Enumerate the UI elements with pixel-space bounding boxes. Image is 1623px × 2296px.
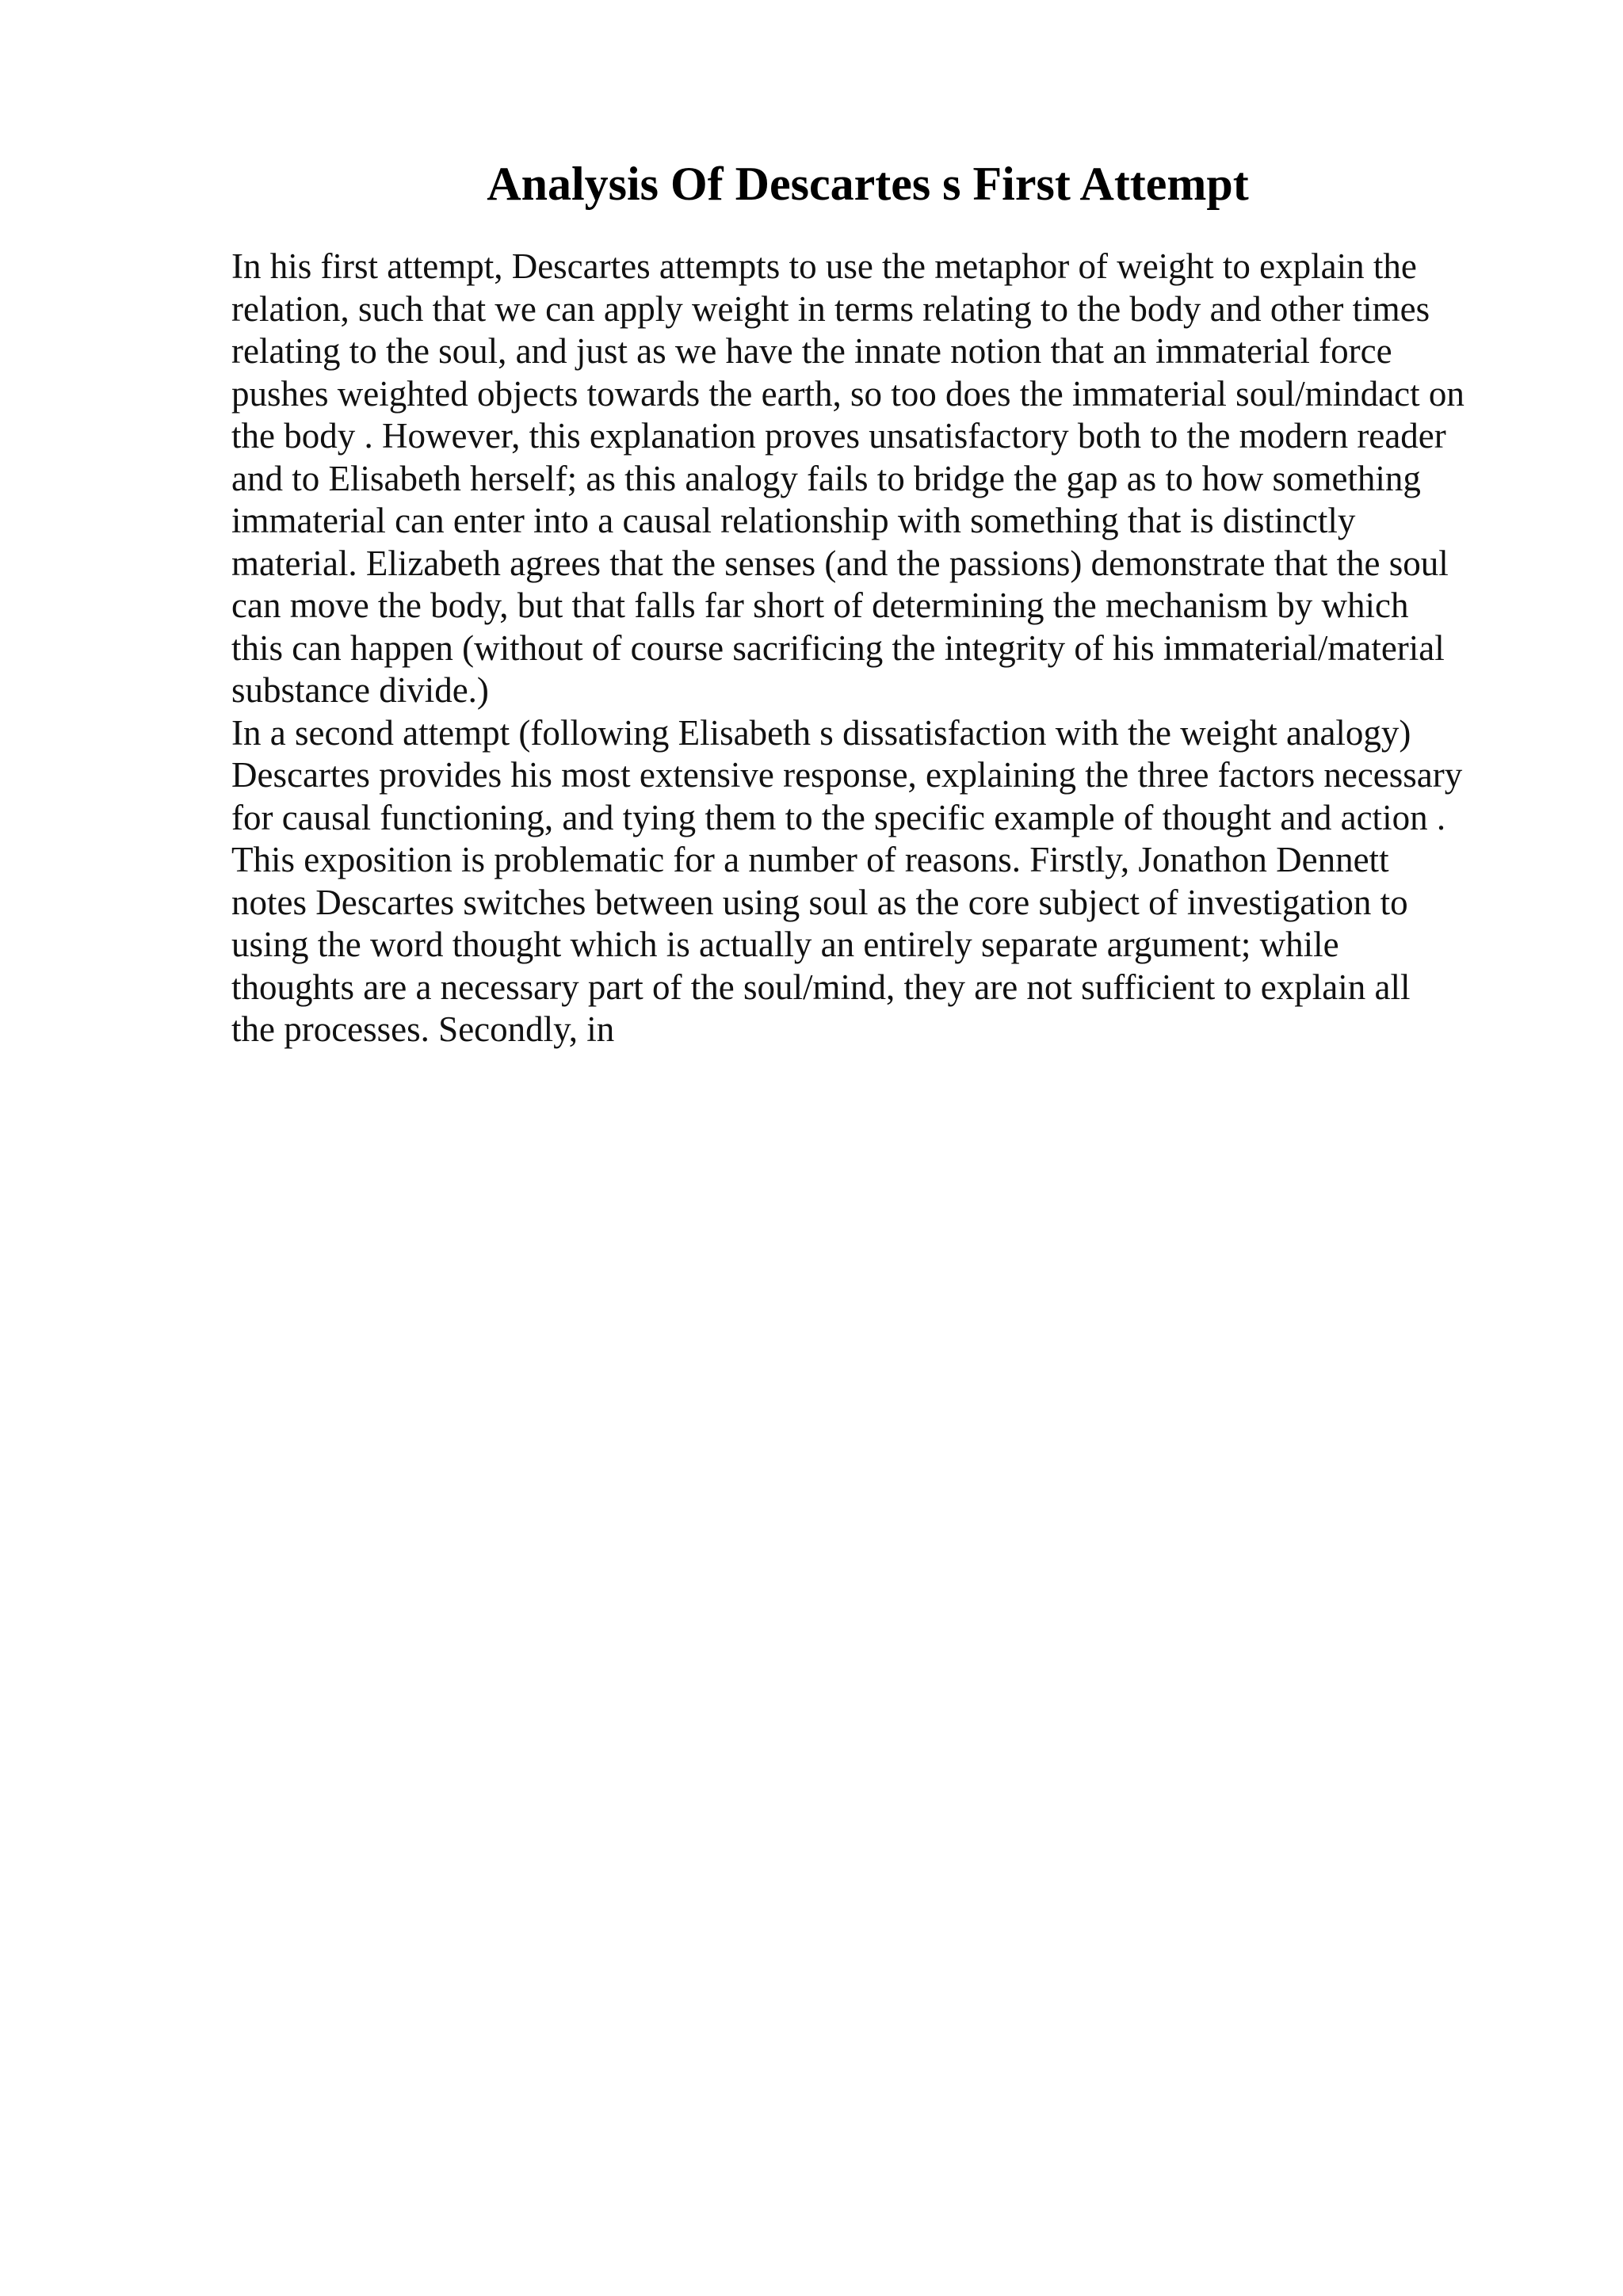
body-line: thoughts are a necessary part of the soul/mind, they are not sufficient to explain all: [231, 967, 1411, 1007]
body-line: using the word thought which is actually an entirely separate argument; while: [231, 925, 1339, 964]
body-line: relation, such that we can apply weight in terms relating to the body and other times: [231, 288, 1430, 329]
body-line: substance divide.): [231, 670, 489, 710]
body-line: In his first attempt, Descartes attempts to use the metaphor of weight to explain the: [231, 246, 1417, 286]
body-line: relating to the soul, and just as we have the innate notion that an immaterial force: [231, 331, 1392, 371]
body-line: immaterial can enter into a causal relationship with something that is distinctly: [231, 501, 1356, 540]
body-line: notes Descartes switches between using soul as the core subject of investigation to: [231, 882, 1408, 922]
body-line: the body . However, this explanation proves unsatisfactory both to the modern reader: [231, 416, 1446, 456]
body-line: for causal functioning, and tying them to the specific example of thought and action .: [231, 797, 1446, 837]
body-line: material. Elizabeth agrees that the senses (and the passions) demonstrate that the soul: [231, 543, 1449, 583]
document-body: [231, 246, 1594, 1051]
body-line: Descartes provides his most extensive response, explaining the three factors necessary: [231, 755, 1463, 795]
body-line: this can happen (without of course sacrificing the integrity of his immaterial/material: [231, 627, 1445, 668]
body-line: In a second attempt (following Elisabeth s dissatisfaction with the weight analogy): [231, 712, 1411, 753]
document-title: Analysis Of Descartes s First Attempt: [487, 158, 1249, 210]
body-line: pushes weighted objects towards the earth, so too does the immaterial soul/mindact on: [231, 373, 1465, 414]
body-line: the processes. Secondly, in: [231, 1009, 615, 1049]
body-line: This exposition is problematic for a number of reasons. Firstly, Jonathon Dennett: [231, 840, 1389, 879]
body-line: can move the body, but that falls far short of determining the mechanism by which: [231, 585, 1409, 625]
body-line: and to Elisabeth herself; as this analogy fails to bridge the gap as to how something: [231, 458, 1421, 498]
